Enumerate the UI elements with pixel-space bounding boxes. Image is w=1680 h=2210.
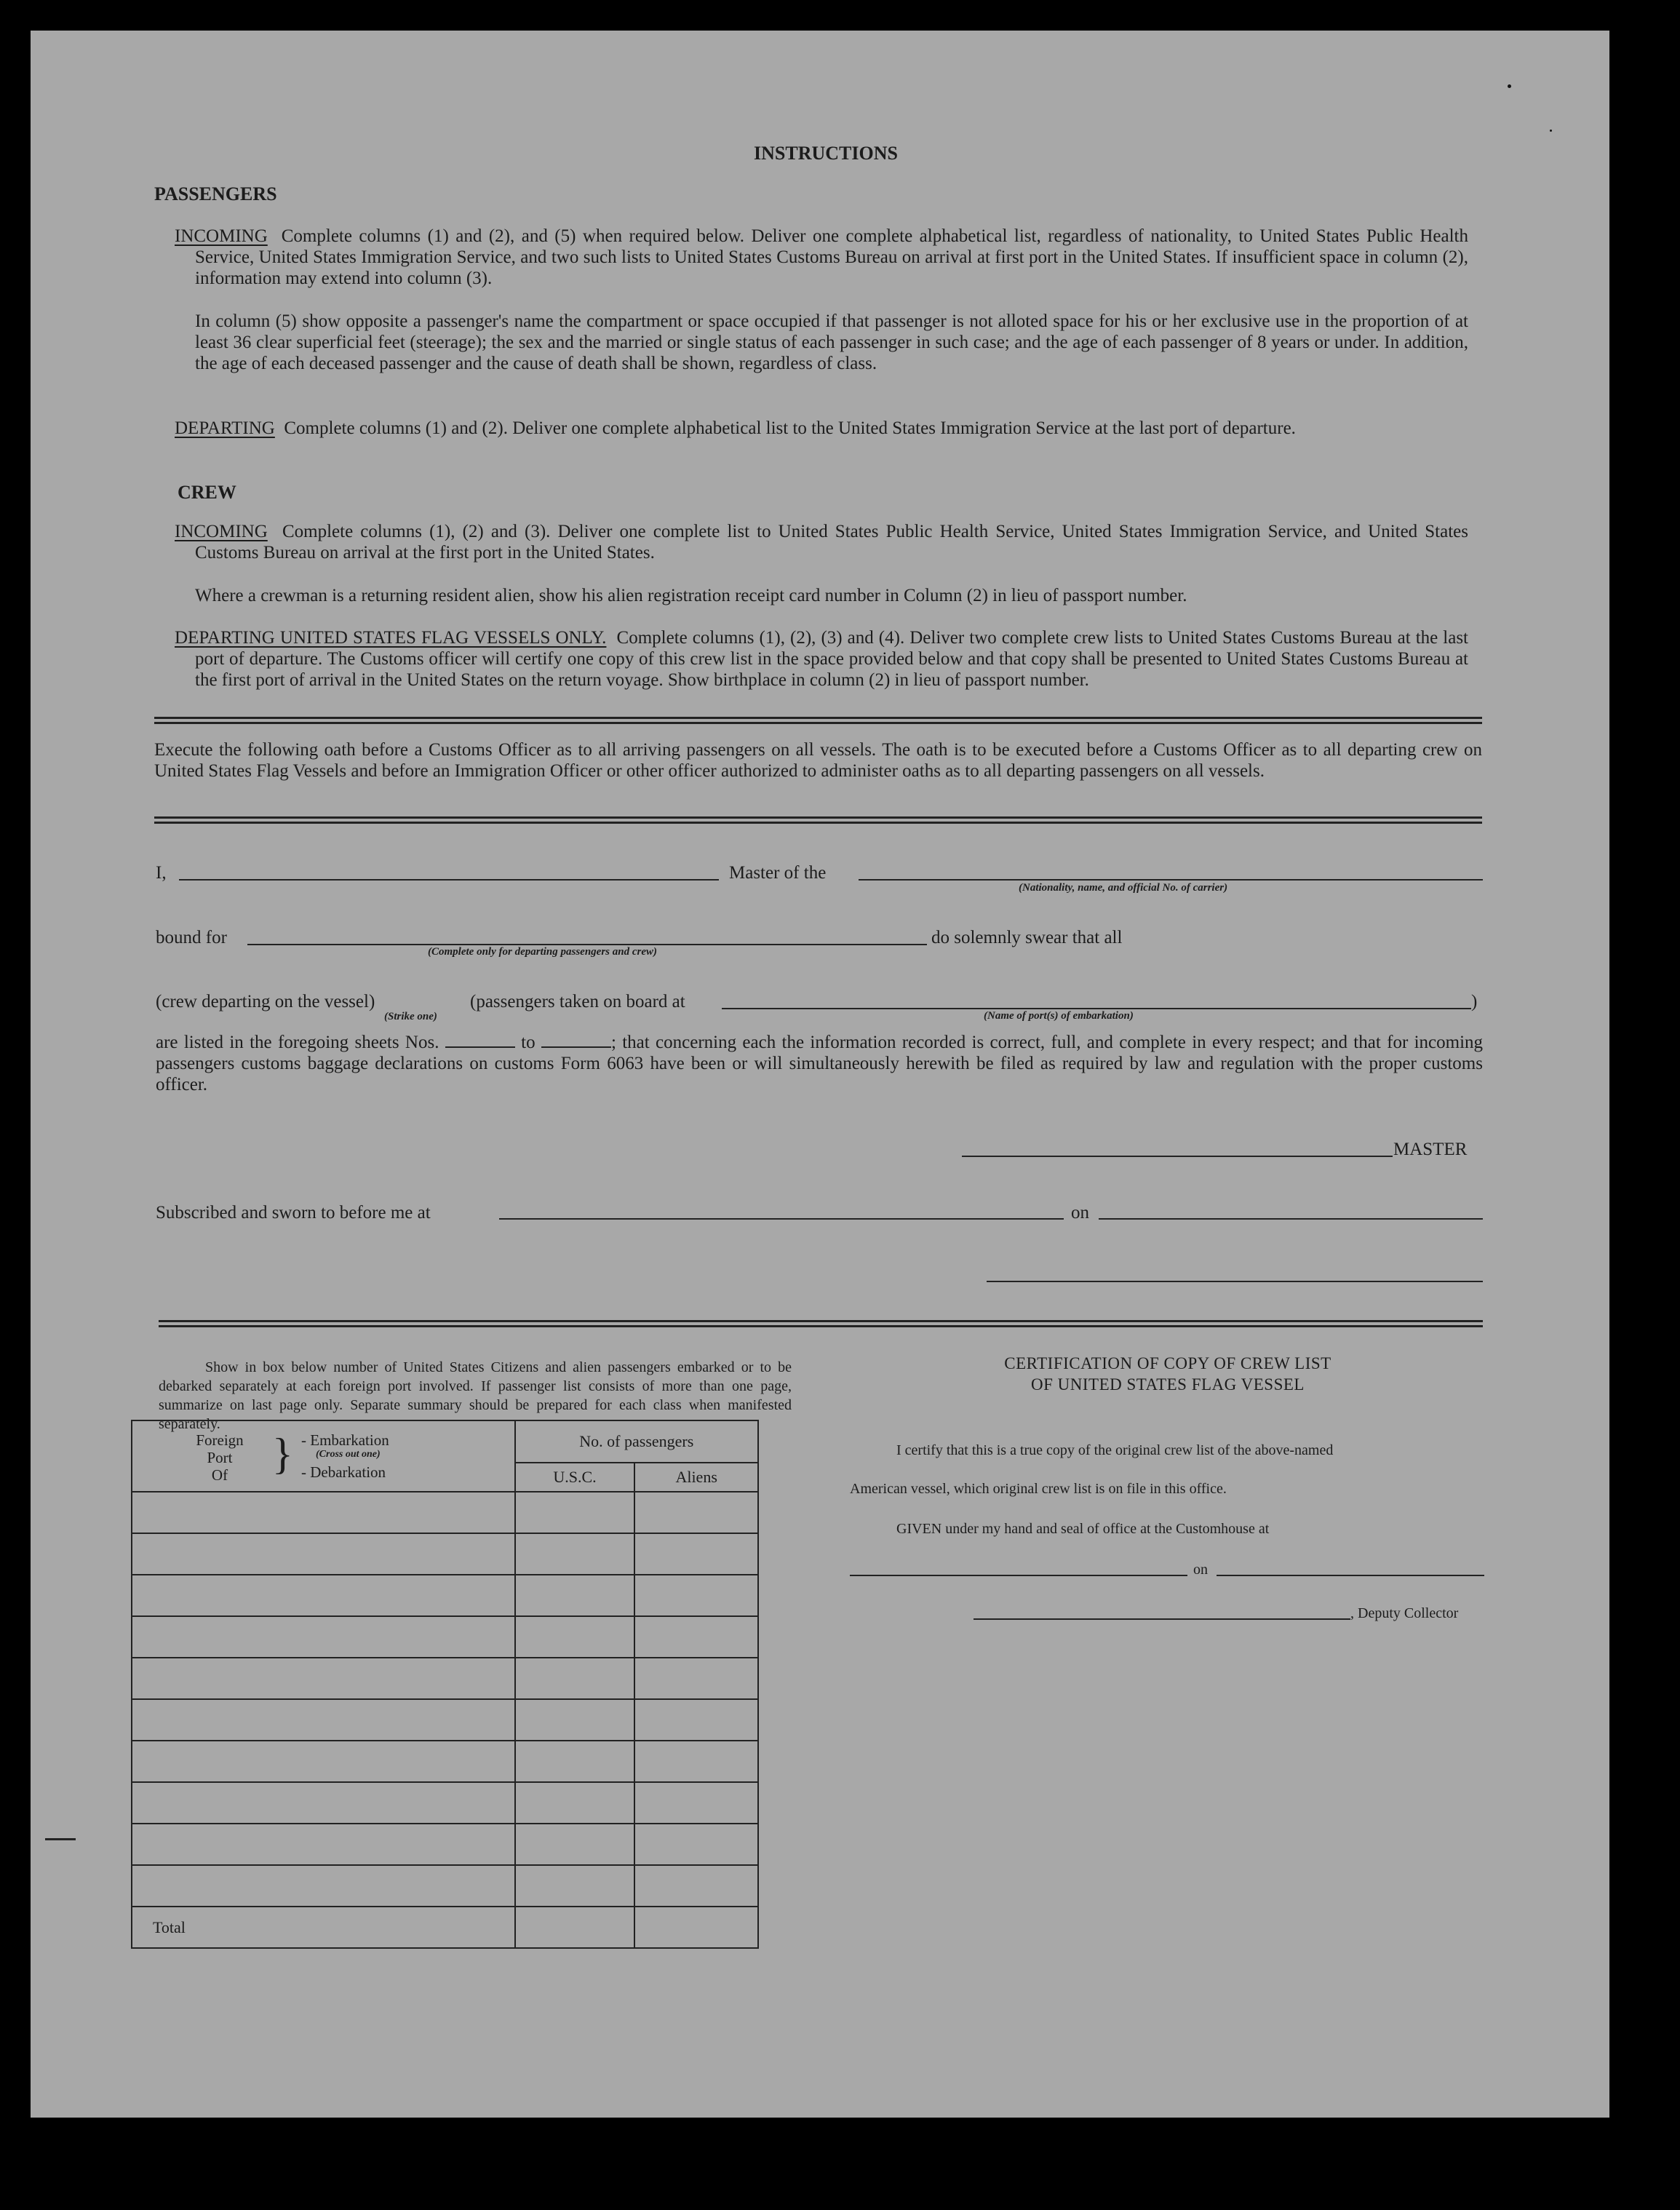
listed-in-text: are listed in the foregoing sheets Nos.	[156, 1033, 439, 1052]
crew-resident-paragraph: Where a crewman is a returning resident alien, show his alien registration receipt card number in Column (2) in lieu of passport number.	[195, 586, 1187, 605]
passengers-departing-paragraph	[175, 418, 1468, 439]
port-cell[interactable]	[132, 1575, 515, 1616]
table-row	[132, 1575, 758, 1616]
brace-icon: }	[272, 1430, 293, 1478]
bound-for-caption: (Complete only for departing passengers and crew)	[428, 946, 657, 958]
crew-departing-option: (crew departing on the vessel)	[156, 992, 375, 1011]
crew-incoming-text: Complete columns (1), (2) and (3). Deliver one complete list to United States Public Health Service, United States Immigration Service, and United States Customs Bureau on arrival at the first port in the United States.	[195, 522, 1468, 563]
aliens-cell[interactable]	[634, 1492, 758, 1533]
debarkation-option[interactable]: - Debarkation	[301, 1463, 386, 1481]
customhouse-field[interactable]	[850, 1575, 1187, 1576]
deputy-signature-field[interactable]	[974, 1618, 1350, 1620]
section-divider	[154, 816, 1482, 824]
swear-text: do solemnly swear that all	[931, 928, 1123, 947]
usc-cell[interactable]	[515, 1658, 635, 1699]
passenger-summary-table	[131, 1420, 759, 1949]
of-label: Of	[211, 1466, 228, 1484]
port-label: Port	[207, 1449, 233, 1466]
page-title: INSTRUCTIONS	[754, 143, 898, 164]
to-text: to	[521, 1033, 536, 1052]
table-row	[132, 1533, 758, 1575]
aliens-cell[interactable]	[634, 1824, 758, 1865]
embarkation-option[interactable]: - Embarkation	[301, 1431, 389, 1449]
close-paren: )	[1471, 992, 1478, 1011]
table-row	[132, 1782, 758, 1824]
master-of-the-label: Master of the	[729, 863, 827, 883]
usc-cell[interactable]	[515, 1616, 635, 1658]
sworn-place-field[interactable]	[499, 1218, 1064, 1220]
cross-out-caption: (Cross out one)	[316, 1449, 381, 1460]
certification-title-2: OF UNITED STATES FLAG VESSEL	[1031, 1375, 1305, 1394]
aliens-cell[interactable]	[634, 1741, 758, 1782]
given-text: GIVEN under my hand and seal of office at the Customhouse at	[896, 1521, 1270, 1537]
table-row	[132, 1492, 758, 1533]
table-row	[132, 1699, 758, 1741]
bound-for-label: bound for	[156, 928, 227, 947]
ports-caption: (Name of port(s) of embarkation)	[984, 1010, 1134, 1022]
certify-text: I certify that this is a true copy of the original crew list of the above-named	[896, 1442, 1334, 1458]
usc-cell[interactable]	[515, 1741, 635, 1782]
port-cell[interactable]	[132, 1782, 515, 1824]
oath-intro: Execute the following oath before a Customs Officer as to all arriving passengers on all vessels. The oath is to be executed before a Customs Officer as to all departing crew on United States Flag Vessels and before an Immigration Officer or other officer authorized to administer oaths as to all departing passengers on all vessels.	[154, 740, 1482, 781]
port-cell[interactable]	[132, 1824, 515, 1865]
scan-mark	[45, 1838, 76, 1840]
sheet-from-field[interactable]	[445, 1032, 515, 1048]
listed-paragraph	[156, 1032, 1483, 1095]
total-usc-cell[interactable]	[515, 1907, 635, 1948]
port-cell[interactable]	[132, 1865, 515, 1907]
sheet-to-field[interactable]	[541, 1032, 611, 1048]
foreign-port-header	[132, 1420, 515, 1492]
passengers-taken-option: (passengers taken on board at	[470, 992, 685, 1011]
master-name-field[interactable]	[179, 879, 719, 881]
aliens-cell[interactable]	[634, 1699, 758, 1741]
foreign-label: Foreign	[196, 1431, 244, 1449]
carrier-field[interactable]	[859, 879, 1483, 881]
table-row	[132, 1616, 758, 1658]
officer-signature-field[interactable]	[987, 1281, 1483, 1282]
listed-rest-text: ; that concerning each the information recorded is correct, full, and complete in every respect; and that for incoming passengers customs baggage declarations on customs Form 6063 have been or will simultaneously herewith be filed as required by law and regulation with the proper customs officer.	[156, 1033, 1484, 1094]
passengers-column5-paragraph: In column (5) show opposite a passenger's name the compartment or space occupied if that passenger is not alloted space for his or her exclusive use in the proportion of at least 36 clear superficial feet (steerage); the sex and the married or single status of each passenger in such case; and the age of each passenger of 8 years or under. In addition, the age of each deceased passenger and the cause of death shall be shown, regardless of class.	[195, 311, 1468, 373]
crew-heading: CREW	[178, 482, 236, 503]
usc-cell[interactable]	[515, 1492, 635, 1533]
aliens-cell[interactable]	[634, 1658, 758, 1699]
usc-cell[interactable]	[515, 1699, 635, 1741]
deputy-collector-label: , Deputy Collector	[1350, 1605, 1459, 1621]
usc-header: U.S.C.	[515, 1463, 635, 1492]
crew-incoming-label: INCOMING	[175, 522, 268, 541]
port-cell[interactable]	[132, 1616, 515, 1658]
usc-cell[interactable]	[515, 1782, 635, 1824]
aliens-cell[interactable]	[634, 1865, 758, 1907]
bound-for-field[interactable]	[247, 944, 927, 945]
passengers-heading: PASSENGERS	[154, 183, 277, 204]
cert-on-label: on	[1193, 1562, 1208, 1578]
crew-flag-paragraph	[175, 627, 1469, 691]
total-aliens-cell[interactable]	[634, 1907, 758, 1948]
usc-cell[interactable]	[515, 1824, 635, 1865]
certification-title-1: CERTIFICATION OF COPY OF CREW LIST	[1004, 1354, 1331, 1372]
table-header-row	[132, 1420, 758, 1463]
passengers-incoming-text: Complete columns (1) and (2), and (5) when required below. Deliver one complete alphabetical list, regardless of nationality, to United States Public Health Service, United States Immigration Service, and two such lists to United States Customs Bureau on arrival at first port in the United States. If insufficient space in column (2), information may extend into column (3).	[195, 226, 1468, 288]
no-of-passengers-header: No. of passengers	[515, 1420, 758, 1463]
total-label: Total	[132, 1907, 515, 1948]
section-divider	[154, 717, 1482, 724]
table-row	[132, 1865, 758, 1907]
aliens-header: Aliens	[634, 1463, 758, 1492]
carrier-caption: (Nationality, name, and official No. of carrier)	[1019, 882, 1228, 894]
ports-field[interactable]	[722, 1008, 1471, 1009]
passengers-incoming-label: INCOMING	[175, 226, 268, 246]
crew-incoming-paragraph	[175, 521, 1468, 563]
table-row	[132, 1741, 758, 1782]
usc-cell[interactable]	[515, 1575, 635, 1616]
cert-date-field[interactable]	[1217, 1575, 1484, 1576]
crew-flag-label: DEPARTING UNITED STATES FLAG VESSELS ONLY.	[175, 628, 607, 648]
passengers-incoming-paragraph	[175, 226, 1468, 289]
table-row	[132, 1824, 758, 1865]
scan-speck	[1550, 130, 1552, 132]
port-cell[interactable]	[132, 1492, 515, 1533]
aliens-cell[interactable]	[634, 1533, 758, 1575]
passengers-departing-text: Complete columns (1) and (2). Deliver one complete alphabetical list to the United States Immigration Service at the last port of departure.	[284, 418, 1296, 438]
port-cell[interactable]	[132, 1658, 515, 1699]
master-signature-field[interactable]	[962, 1156, 1393, 1157]
oath-i-label: I,	[156, 863, 167, 883]
master-label: MASTER	[1393, 1140, 1468, 1159]
crew-flag-text: Complete columns (1), (2), (3) and (4). Deliver two complete crew lists to United States Customs Bureau at the last port of departure. The Customs officer will certify one copy of this crew list in the space provided below and that copy shall be presented to United States Customs Bureau at the first port of arrival in the United States on the return voyage. Show birthplace in column (2) in lieu of passport number.	[195, 628, 1469, 690]
table-row	[132, 1658, 758, 1699]
vessel-text: American vessel, which original crew list is on file in this office.	[850, 1481, 1227, 1497]
scan-speck	[1508, 84, 1511, 88]
usc-cell[interactable]	[515, 1533, 635, 1575]
subscribed-label: Subscribed and sworn to before me at	[156, 1203, 431, 1223]
summary-instructions: Show in box below number of United States Citizens and alien passengers embarked or to be debarked separately at each foreign port involved. If passenger list consists of more than one page, summarize on last page only. Separate summary should be prepared for each class when manifested separately.	[159, 1359, 792, 1432]
port-cell[interactable]	[132, 1533, 515, 1575]
usc-cell[interactable]	[515, 1865, 635, 1907]
total-row	[132, 1907, 758, 1948]
sworn-date-field[interactable]	[1099, 1218, 1483, 1220]
section-divider	[159, 1320, 1483, 1327]
aliens-cell[interactable]	[634, 1782, 758, 1824]
port-cell[interactable]	[132, 1699, 515, 1741]
sworn-on-label: on	[1071, 1203, 1089, 1223]
aliens-cell[interactable]	[634, 1616, 758, 1658]
strike-one-caption: (Strike one)	[384, 1011, 437, 1022]
port-cell[interactable]	[132, 1741, 515, 1782]
passengers-departing-label: DEPARTING	[175, 418, 275, 438]
aliens-cell[interactable]	[634, 1575, 758, 1616]
